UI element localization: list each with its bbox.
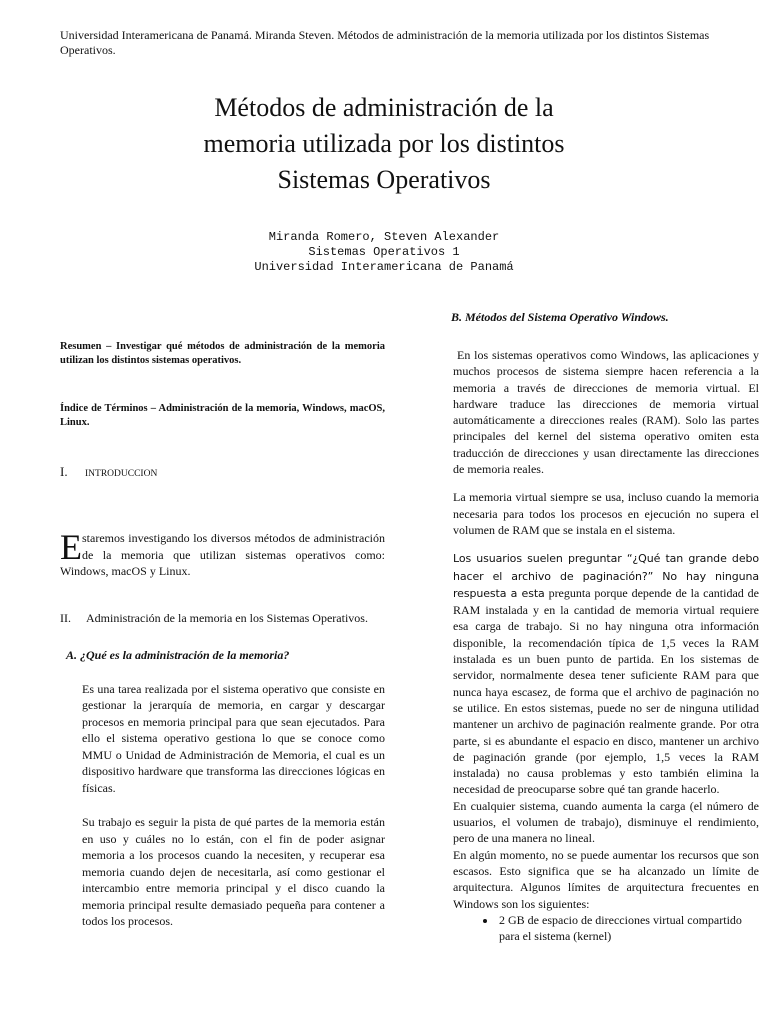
subsection-heading-a: A. ¿Qué es la administración de la memoria?: [66, 647, 290, 662]
paragraph-b3: [453, 550, 759, 797]
index-terms: Índice de Términos – Administración de la memoria, Windows, macOS, Linux.: [60, 403, 385, 428]
title-line-1: Métodos de administración de la: [214, 93, 554, 122]
author-course: Sistemas Operativos 1: [308, 245, 460, 259]
right-column: [453, 310, 759, 944]
paragraph-b4: En cualquier sistema, cuando aumenta la carga (el número de usuarios, el volumen de trabajo), disminuye el rendimiento, pero de una manera no lineal.: [453, 798, 759, 846]
author-institution: Universidad Interamericana de Panamá: [254, 260, 514, 274]
section-label: Administración de la memoria en los Sistemas Operativos.: [86, 610, 368, 625]
section-label: INTRODUCCION: [85, 469, 158, 479]
intro-text: staremos investigando los diversos métodos de administración de la memoria que utilizan sistemas operativos como: Windows, macOS y Linux.: [60, 531, 385, 578]
paragraph-a1: Es una tarea realizada por el sistema operativo que consiste en gestionar la jerarquía de memoria, en cargar y descargar procesos en memoria principal para que sean ejecutados. Para ello el sistema operativo gestiona lo que se conoce como MMU o Unidad de Administración de Memoria, el cual es un dispositivo hardware que transforma las direcciones lógicas en físicas.: [82, 681, 385, 795]
limits-list: [453, 912, 759, 944]
section-number: II.: [60, 610, 71, 625]
paragraph-b2: La memoria virtual siempre se usa, incluso cuando la memoria necesaria para todos los procesos en ejecución no supera el volumen de RAM que se instala en el sistema.: [453, 490, 759, 537]
paragraph-b3-rest: pregunta porque depende de la cantidad de RAM instalada y en la cantidad de memoria virtual requiere esa carga de trabajo. Si no hay ninguna otra información disponible, la recomendación típica de 1,5 veces la RAM instalada es un buen punto de partida. En los sistemas de servidor, normalmente desea tener suficiente RAM para que nunca haya escasez, de forma que el archivo de paginación no se utilice. En estos sistemas, puede no ser de ninguna utilidad mantener un archivo de paginación realmente grande. Por otra parte, si es abundante el espacio en disco, mantener un archivo de paginación grande (por ejemplo, 1,5 veces la RAM instalada) no causa problemas y esto también elimina la necesidad de preocuparse sobre qué tan grande hacerlo.: [453, 585, 759, 797]
section-heading-introduccion: [60, 464, 385, 482]
author-names: Miranda Romero, Steven Alexander: [268, 230, 500, 244]
paper-title: [0, 90, 768, 198]
running-header: Universidad Interamericana de Panamá. Miranda Steven. Métodos de administración de la memoria utilizada por los distintos Sistemas Operativos.: [60, 28, 710, 57]
left-column: [60, 340, 385, 930]
section-heading-administracion: [60, 610, 385, 626]
author-block: [0, 230, 768, 275]
title-line-2: memoria utilizada por los distintos: [203, 129, 565, 158]
drop-cap: E: [60, 527, 82, 567]
paragraph-b1: En los sistemas operativos como Windows, las aplicaciones y muchos procesos de sistema siempre hacen referencia a la memoria a través de direcciones de memoria virtual. El hardware traduce las direcciones de memoria virtual automáticamente a direcciones reales (RAM). Solo las partes principales del kernel del sistema operativo omiten esta traducción de direcciones y usan directamente las direcciones de memoria reales.: [453, 348, 759, 477]
subsection-heading-b: B. Métodos del Sistema Operativo Windows.: [451, 310, 669, 324]
paragraph-a2: Su trabajo es seguir la pista de qué partes de la memoria están en uso y cuáles no lo están, con el fin de poder asignar memoria a los procesos cuando la necesiten, y recuperar esa memoria cuando dejen de necesitarla, así como gestionar el intercambio entre memoria principal y el disco cuando la memoria principal resulte demasiado pequeña para contener a todos los procesos.: [82, 815, 385, 928]
intro-paragraph: [60, 527, 385, 580]
abstract: Resumen – Investigar qué métodos de administración de la memoria utilizan los distintos sistemas operativos.: [60, 341, 385, 366]
section-number: I.: [60, 464, 68, 479]
paragraph-b3-lead: Los usuarios suelen preguntar “¿Qué tan grande debo hacer el archivo de paginación?” No hay ninguna respuesta a esta: [453, 552, 759, 600]
title-line-3: Sistemas Operativos: [277, 165, 491, 194]
list-item: • 2 GB de espacio de direcciones virtual compartido para el sistema (kernel): [497, 912, 759, 944]
paragraph-b5: En algún momento, no se puede aumentar los recursos que son escasos. Esto significa que se ha alcanzado un límite de arquitectura. Algunos límites de arquitectura frecuentes en Windows son los siguientes:: [453, 847, 759, 911]
